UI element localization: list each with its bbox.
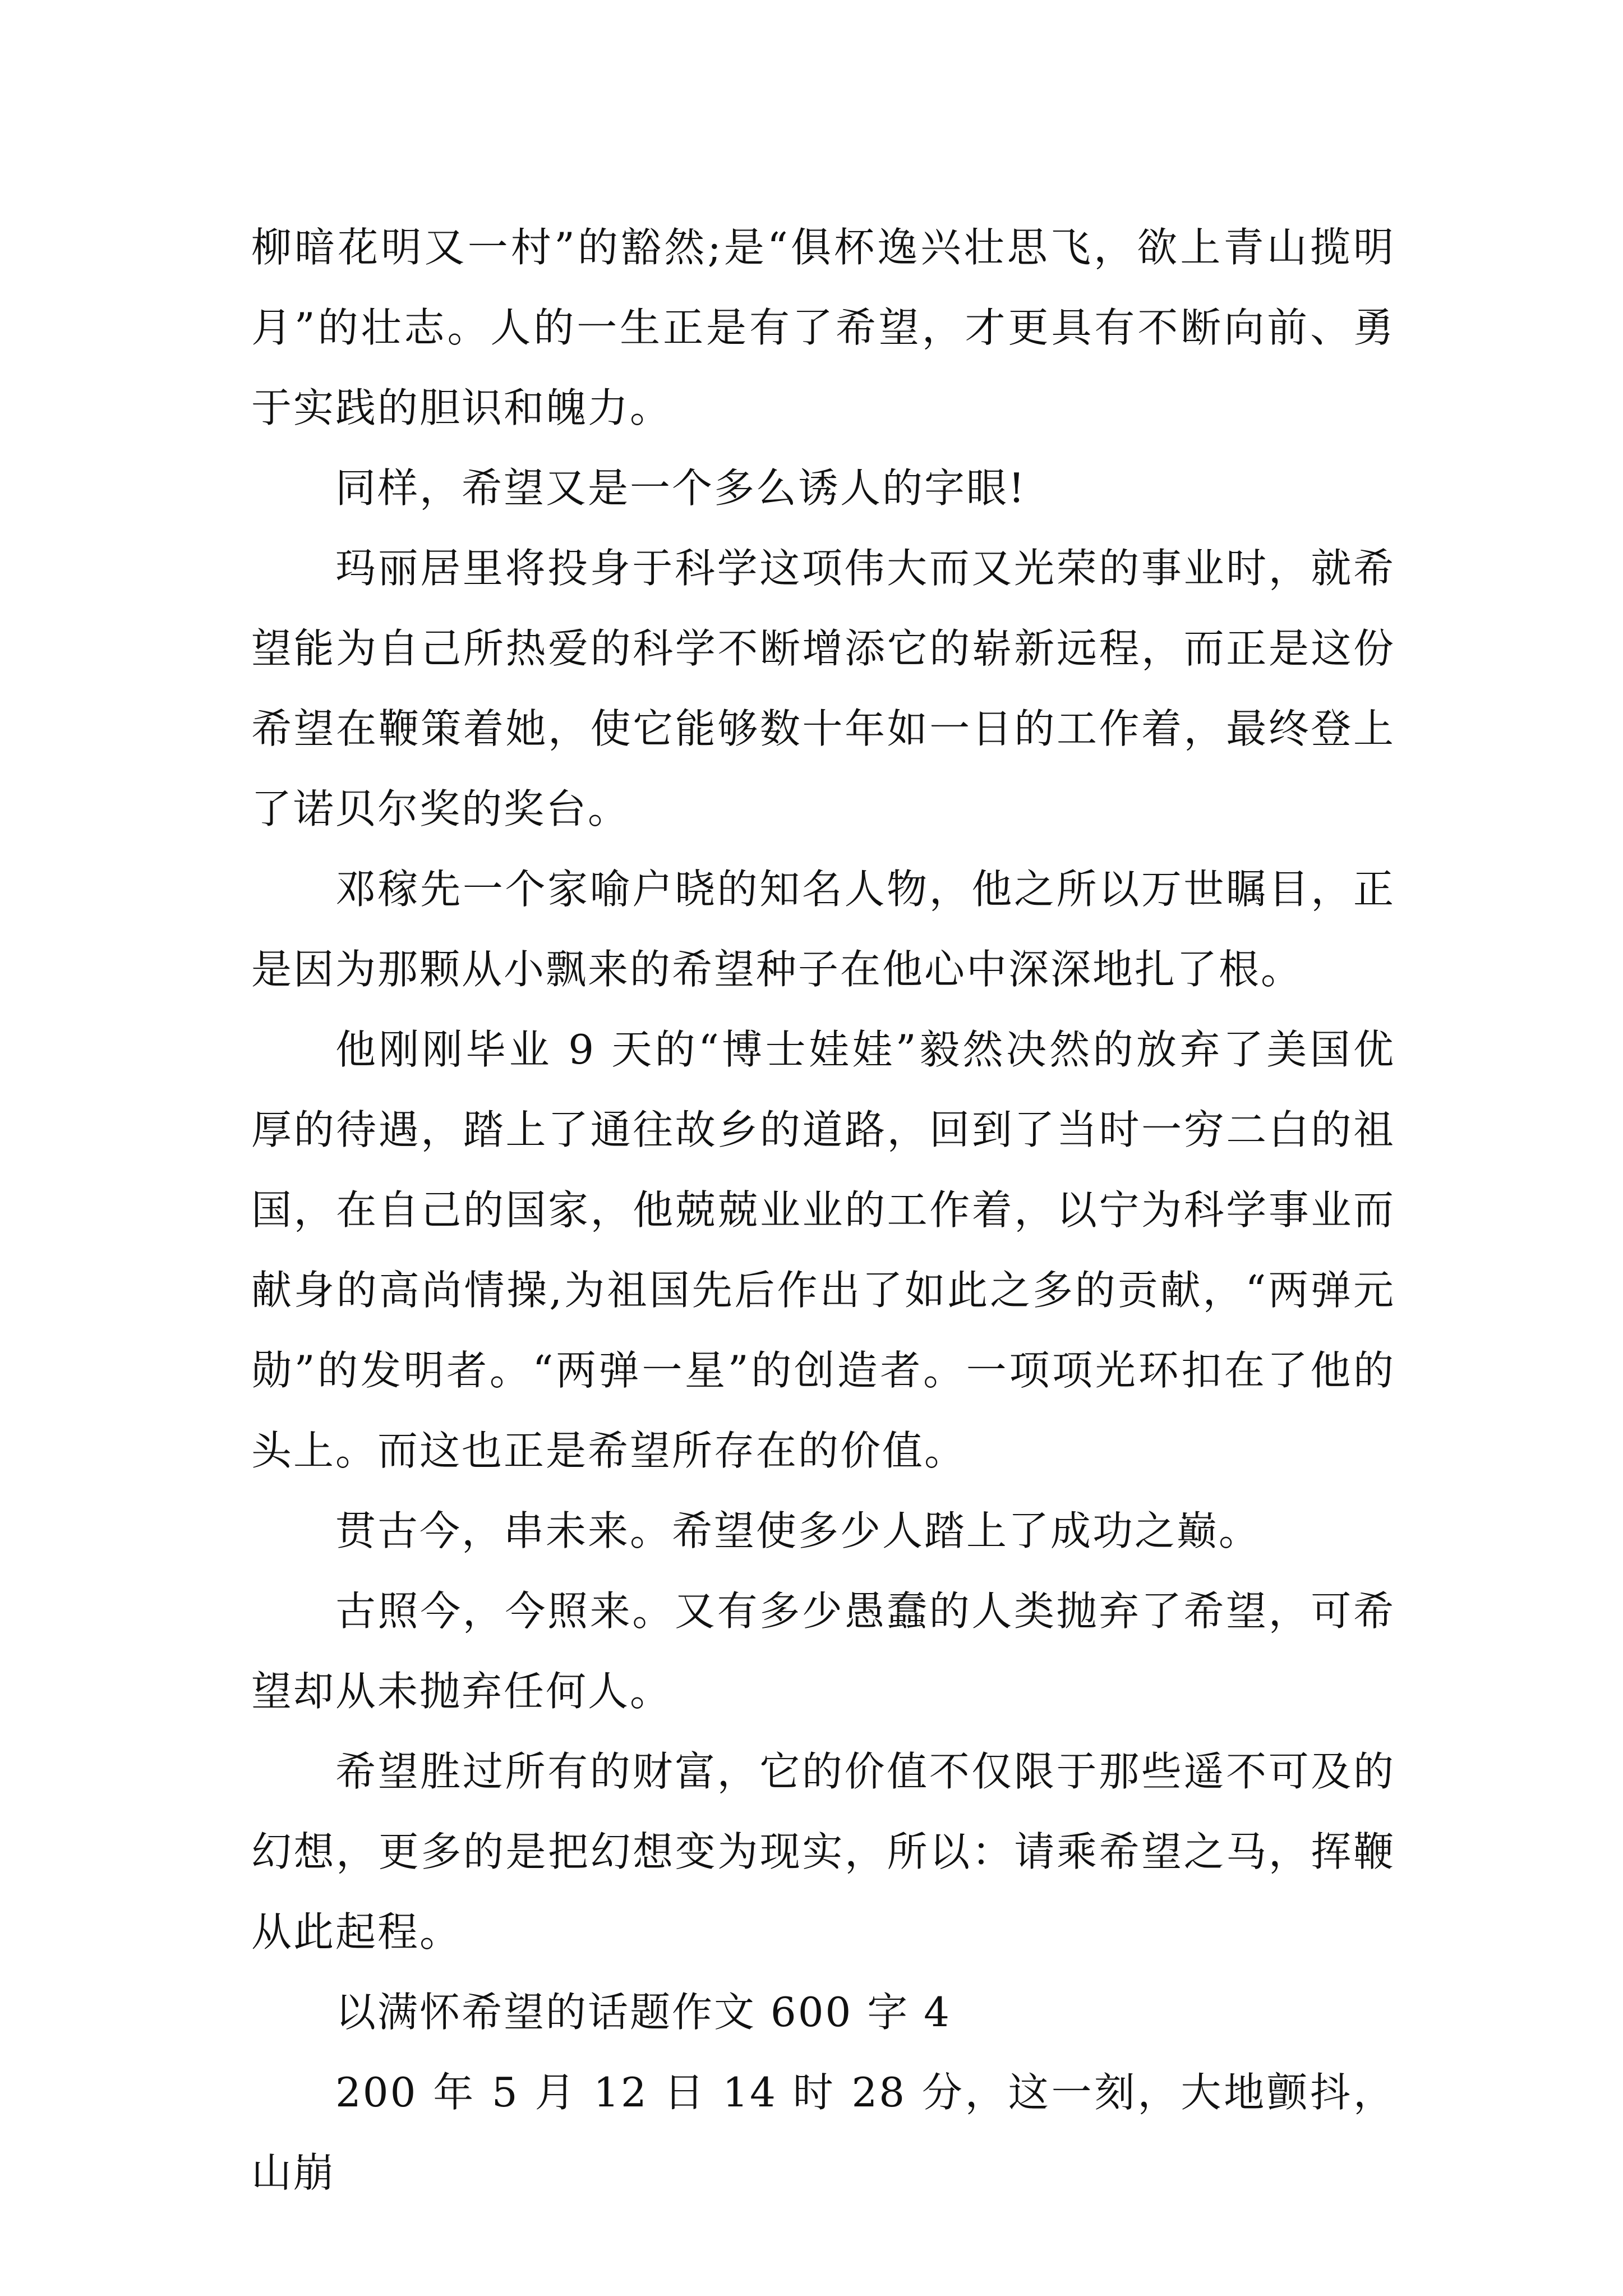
paragraph-3: 玛丽居里将投身于科学这项伟大而又光荣的事业时，就希望能为自己所热爱的科学不断增添它的崭新远程，而正是这份希望在鞭策着她，使它能够数十年如一日的工作着，最终登上了诺贝尔奖的奖台。 xyxy=(251,545,1395,832)
paragraph-4: 邓稼先一个家喻户晓的知名人物，他之所以万世瞩目，正是因为那颗从小飘来的希望种子在他心中深深地扎了根。 xyxy=(251,866,1395,993)
paragraph-8: 希望胜过所有的财富，它的价值不仅限于那些遥不可及的幻想，更多的是把幻想变为现实，所以：请乘希望之马，挥鞭从此起程。 xyxy=(251,1748,1395,1955)
section-heading: 以满怀希望的话题作文 600 字 4 xyxy=(335,1989,951,2036)
paragraph-7: 古照今，今照来。又有多少愚蠢的人类抛弃了希望，可希望却从未抛弃任何人。 xyxy=(251,1588,1395,1715)
document-body xyxy=(251,208,1395,2213)
paragraph-1: 柳暗花明又一村”的豁然;是“俱杯逸兴壮思飞，欲上青山揽明月”的壮志。人的一生正是有了希望，才更具有不断向前、勇于实践的胆识和魄力。 xyxy=(251,224,1395,431)
paragraph-9: 200 年 5 月 12 日 14 时 28 分，这一刻，大地颤抖，山崩 xyxy=(251,2069,1395,2196)
paragraph-6: 贯古今，串未来。希望使多少人踏上了成功之巅。 xyxy=(335,1507,1261,1554)
paragraph-5: 他刚刚毕业 9 天的“博士娃娃”毅然决然的放弃了美国优厚的待遇，踏上了通往故乡的道路，回到了当时一穷二白的祖国，在自己的国家，他兢兢业业的工作着，以宁为科学事业而献身的高尚情操,为祖国先后作出了如此之多的贡献，“两弹元勋”的发明者。“两弹一星”的创造者。一项项光环扣在了他的头上。而这也正是希望所存在的价值。 xyxy=(251,1026,1395,1474)
paragraph-2: 同样，希望又是一个多么诱人的字眼! xyxy=(335,464,1026,512)
